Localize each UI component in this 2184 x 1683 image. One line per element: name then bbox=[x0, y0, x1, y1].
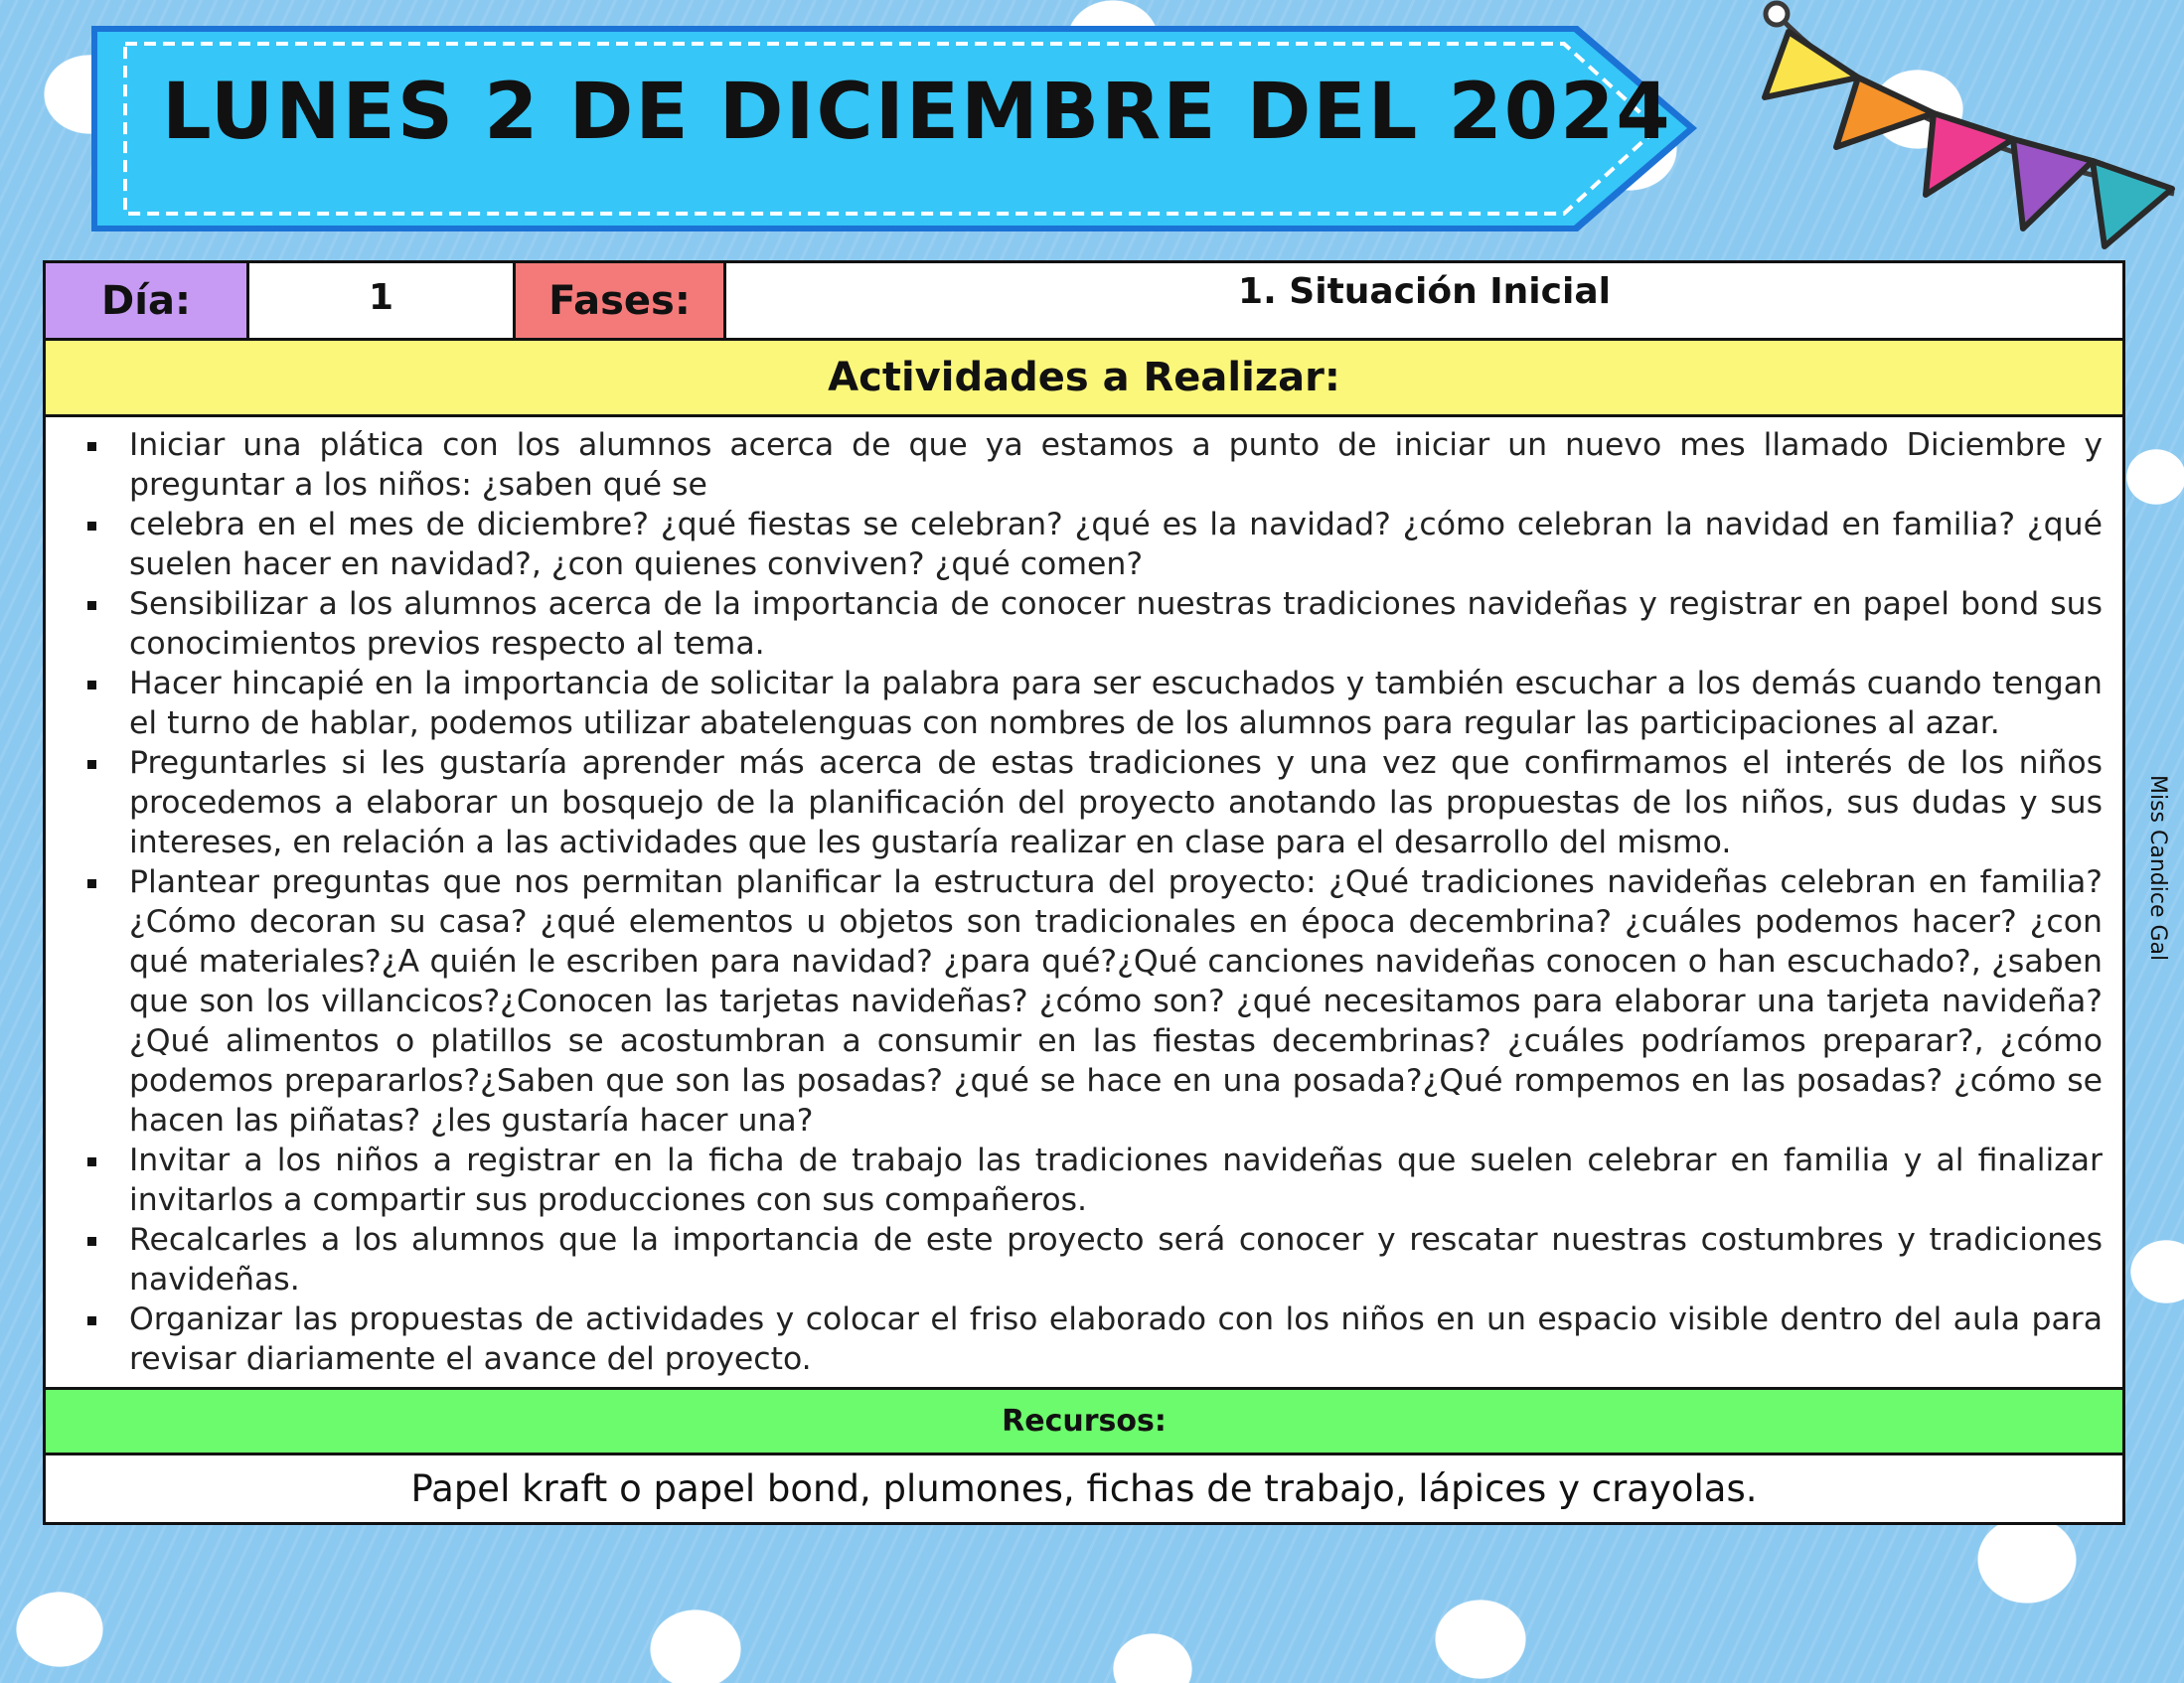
dia-value: 1 bbox=[249, 263, 516, 338]
list-item bbox=[66, 584, 2103, 664]
activity-text: Plantear preguntas que nos permitan planificar la estructura del proyecto: ¿Qué tradiciones navideñas celebran en familia?¿Cómo decoran su casa? ¿qué elementos u objetos son tradicionales en época decembrina? ¿cuáles podemos hacer? ¿con qué materiales?¿A quién le escriben para navidad? ¿para qué?¿Qué canciones navideñas conocen o han escuchado?, ¿saben que son los villancicos?¿Conocen las tarjetas navideñas? ¿cómo son? ¿qué necesitamos para elaborar una tarjeta navideña?¿Qué alimentos o platillos se acostumbran a consumir en las fiestas decembrinas? ¿cuáles podríamos preparar?, ¿cómo podemos prepararlos?¿Saben que son las posadas? ¿qué se hace en una posada?¿Qué rompemos en las posadas? ¿cómo se hacen las piñatas? ¿les gustaría hacer una? bbox=[129, 864, 2103, 1139]
list-item bbox=[66, 1141, 2103, 1220]
flag-pink bbox=[1926, 113, 2013, 195]
activity-text: Sensibilizar a los alumnos acerca de la importancia de conocer nuestras tradiciones navideñas y registrar en papel bond sus conocimientos previos respecto al tema. bbox=[129, 586, 2103, 662]
square-bullet-icon bbox=[87, 442, 96, 451]
header-banner bbox=[87, 22, 1702, 235]
flag-yellow bbox=[1765, 32, 1858, 97]
recursos-value: Papel kraft o papel bond, plumones, fichas de trabajo, lápices y crayolas. bbox=[410, 1467, 1758, 1510]
list-item bbox=[66, 1220, 2103, 1300]
square-bullet-icon bbox=[87, 1237, 96, 1246]
activity-text: Recalcarles a los alumnos que la importancia de este proyecto será conocer y rescatar nuestras costumbres y tradiciones navideñas. bbox=[129, 1222, 2103, 1298]
activity-text: Iniciar una plática con los alumnos acerca de que ya estamos a punto de iniciar un nuevo mes llamado Diciembre y preguntar a los niños: ¿saben qué se bbox=[129, 427, 2103, 503]
fases-label: Fases: bbox=[516, 263, 726, 338]
square-bullet-icon bbox=[87, 760, 96, 769]
flag-teal bbox=[2093, 161, 2172, 246]
recursos-heading: Recursos: bbox=[46, 1390, 2122, 1455]
activity-text: Organizar las propuestas de actividades y colocar el friso elaborado con los niños en un espacio visible dentro del aula para revisar diariamente el avance del proyecto. bbox=[129, 1301, 2103, 1377]
page-title: LUNES 2 DE DICIEMBRE DEL 2024 bbox=[162, 68, 1672, 157]
list-item bbox=[66, 505, 2103, 584]
bunting-decoration bbox=[1747, 0, 2184, 268]
activity-text: Invitar a los niños a registrar en la ficha de trabajo las tradiciones navideñas que suelen celebrar en familia y al finalizar invitarlos a compartir sus producciones con sus compañeros. bbox=[129, 1143, 2103, 1218]
square-bullet-icon bbox=[87, 522, 96, 531]
dia-label: Día: bbox=[46, 263, 249, 338]
list-item bbox=[66, 862, 2103, 1141]
fases-value: 1. Situación Inicial bbox=[726, 263, 2122, 338]
author-credit bbox=[2134, 775, 2174, 1013]
day-phase-row bbox=[46, 263, 2122, 341]
list-item bbox=[66, 743, 2103, 862]
planning-table bbox=[43, 260, 2125, 1525]
activities-section bbox=[46, 417, 2122, 1390]
square-bullet-icon bbox=[87, 681, 96, 689]
list-item bbox=[66, 1300, 2103, 1379]
activities-list bbox=[66, 425, 2103, 1379]
list-item bbox=[66, 425, 2103, 505]
activity-text: Preguntarles si les gustaría aprender más acerca de estas tradiciones y una vez que confirmamos el interés de los niños procedemos a elaborar un bosquejo de la planificación del proyecto anotando las propuestas de los niños, sus dudas y sus intereses, en relación a las actividades que les gustaría realizar en clase para el desarrollo del mismo. bbox=[129, 745, 2103, 860]
list-item bbox=[66, 664, 2103, 743]
square-bullet-icon bbox=[87, 1316, 96, 1325]
activity-text: Hacer hincapié en la importancia de solicitar la palabra para ser escuchados y también escuchar a los demás cuando tengan el turno de hablar, podemos utilizar abatelenguas con nombres de los alumnos para regular las participaciones al azar. bbox=[129, 666, 2103, 741]
square-bullet-icon bbox=[87, 879, 96, 888]
author-credit-text: Miss Candice Gal bbox=[2145, 775, 2170, 962]
activities-heading: Actividades a Realizar: bbox=[46, 341, 2122, 417]
flag-orange bbox=[1836, 77, 1934, 147]
bunting-pin-icon bbox=[1766, 3, 1788, 25]
activity-text: celebra en el mes de diciembre? ¿qué fiestas se celebran? ¿qué es la navidad? ¿cómo celebran la navidad en familia? ¿qué suelen hacer en navidad?, ¿con quienes conviven? ¿qué comen? bbox=[129, 507, 2103, 582]
flag-purple bbox=[2013, 139, 2093, 229]
square-bullet-icon bbox=[87, 601, 96, 610]
square-bullet-icon bbox=[87, 1157, 96, 1166]
